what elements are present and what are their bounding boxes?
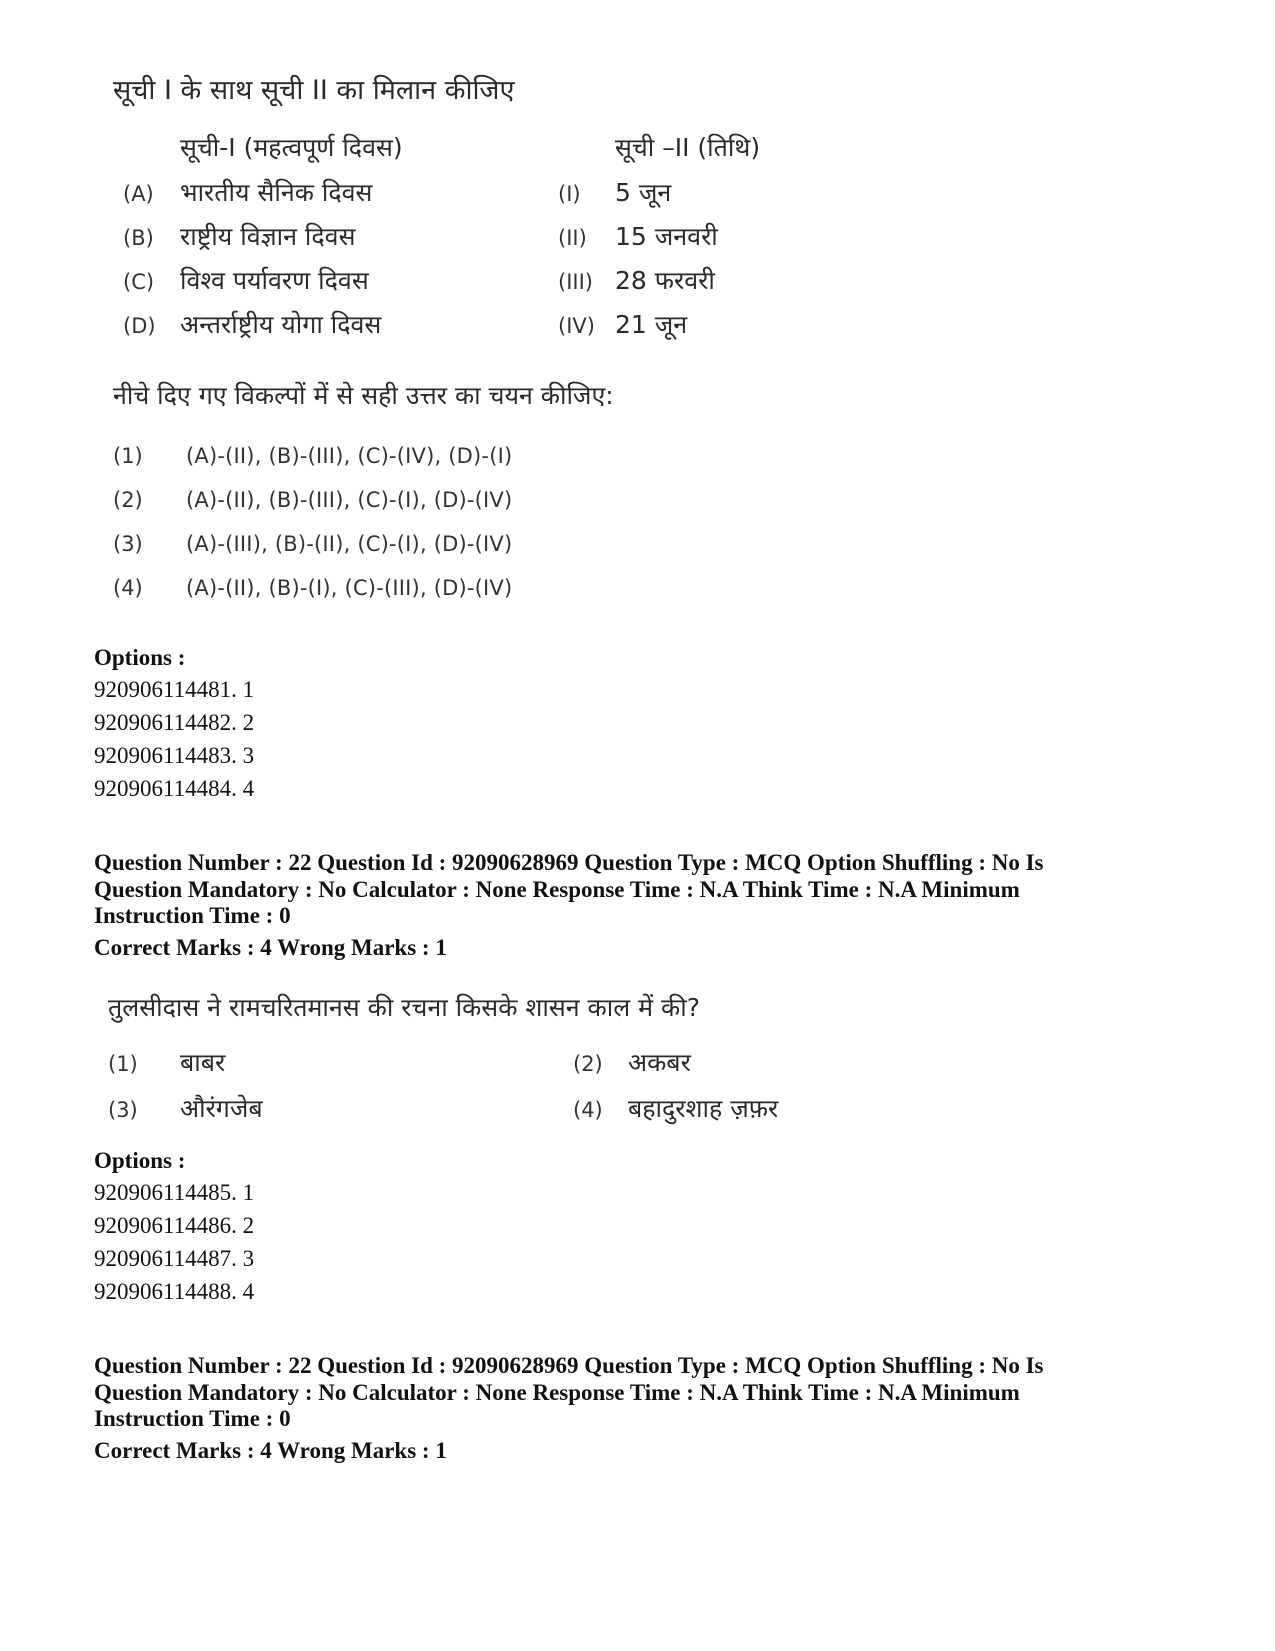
marks-line: Correct Marks : 4 Wrong Marks : 1 [94, 1438, 447, 1463]
option-id: 920906114484. 4 [94, 776, 255, 801]
list-2-item: 15 जनवरी [615, 222, 718, 251]
list-1-item: भारतीय सैनिक दिवस [180, 178, 373, 207]
list-1-label: (A) [123, 182, 154, 206]
choice-number: (4) [113, 576, 143, 600]
meta-line: Instruction Time : 0 [94, 903, 291, 928]
choice-text: (A)-(II), (B)-(III), (C)-(I), (D)-(IV) [186, 488, 513, 512]
list-1-label: (C) [123, 270, 155, 294]
list-2-item: 21 जून [615, 310, 688, 339]
list-1-item: राष्ट्रीय विज्ञान दिवस [180, 222, 356, 251]
list-1-item: विश्व पर्यावरण दिवस [180, 266, 369, 295]
list-1-header: सूची-I (महत्वपूर्ण दिवस) [180, 133, 403, 162]
meta-line: Question Number : 22 Question Id : 92090628969 Question Type : MCQ Option Shuffling : No Is [94, 1353, 1044, 1378]
list-2-label: (I) [558, 182, 581, 206]
list-1-label: (B) [123, 226, 154, 250]
choice-text: (A)-(II), (B)-(III), (C)-(IV), (D)-(I) [186, 444, 513, 468]
option-id: 920906114482. 2 [94, 710, 255, 735]
list-2-label: (II) [558, 226, 587, 250]
choice-text: अकबर [628, 1048, 691, 1077]
list-1-label: (D) [123, 314, 156, 338]
meta-line: Question Number : 22 Question Id : 92090628969 Question Type : MCQ Option Shuffling : No Is [94, 850, 1044, 875]
option-id: 920906114483. 3 [94, 743, 255, 768]
option-id: 920906114485. 1 [94, 1180, 255, 1205]
meta-line: Question Mandatory : No Calculator : None Response Time : N.A Think Time : N.A Minimum [94, 1380, 1020, 1405]
option-id: 920906114486. 2 [94, 1213, 255, 1238]
choice-number: (2) [113, 488, 143, 512]
choice-number: (1) [108, 1052, 138, 1076]
choice-number: (2) [573, 1052, 603, 1076]
options-heading: Options : [94, 645, 186, 670]
choice-text: बाबर [180, 1048, 226, 1077]
question-text: तुलसीदास ने रामचरितमानस की रचना किसके शासन काल में की? [108, 993, 700, 1022]
list-2-label: (III) [558, 270, 593, 294]
meta-line: Instruction Time : 0 [94, 1406, 291, 1431]
choice-number: (3) [108, 1098, 138, 1122]
question-instruction: सूची I के साथ सूची II का मिलान कीजिए [113, 75, 515, 106]
list-2-item: 5 जून [615, 178, 672, 207]
option-id: 920906114487. 3 [94, 1246, 255, 1271]
options-heading: Options : [94, 1148, 186, 1173]
choose-prompt: नीचे दिए गए विकल्पों में से सही उत्तर का चयन कीजिए: [113, 381, 614, 410]
choice-text: (A)-(III), (B)-(II), (C)-(I), (D)-(IV) [186, 532, 513, 556]
choice-number: (1) [113, 444, 143, 468]
choice-number: (4) [573, 1098, 603, 1122]
choice-number: (3) [113, 532, 143, 556]
option-id: 920906114481. 1 [94, 677, 255, 702]
choice-text: औरंगजेब [180, 1094, 263, 1123]
list-2-header: सूची –II (तिथि) [615, 133, 761, 162]
choice-text: बहादुरशाह ज़फ़र [628, 1094, 779, 1123]
list-2-label: (IV) [558, 314, 595, 338]
choice-text: (A)-(II), (B)-(I), (C)-(III), (D)-(IV) [186, 576, 513, 600]
meta-line: Question Mandatory : No Calculator : None Response Time : N.A Think Time : N.A Minimum [94, 877, 1020, 902]
list-1-item: अन्तर्राष्ट्रीय योगा दिवस [180, 310, 382, 339]
marks-line: Correct Marks : 4 Wrong Marks : 1 [94, 935, 447, 960]
list-2-item: 28 फरवरी [615, 266, 715, 295]
option-id: 920906114488. 4 [94, 1279, 255, 1304]
